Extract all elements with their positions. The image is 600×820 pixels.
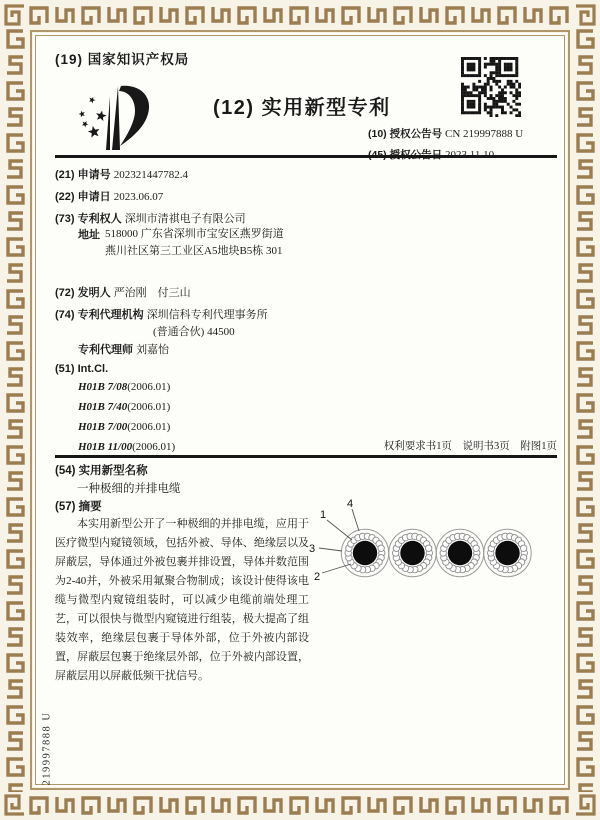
publication-number-value: CN 219997888 U	[445, 128, 524, 140]
leader-line-3	[319, 548, 342, 551]
inventors-row	[55, 284, 191, 300]
int-cl-label: (51) Int.Cl.	[55, 363, 109, 375]
application-number-value: 202321447782.4	[113, 169, 188, 181]
publication-number-row	[368, 124, 523, 145]
leader-line-4	[352, 509, 359, 531]
document-type-title: (12) 实用新型专利	[213, 97, 391, 119]
patentee-label: (73) 专利权人	[55, 213, 122, 225]
cnipa-logo-icon	[72, 84, 158, 156]
inventors-label: (72) 发明人	[55, 287, 111, 299]
int-cl-item: H01B 11/00(2006.01)	[78, 441, 176, 453]
agent-row	[78, 341, 169, 357]
publication-number-label: (10) 授权公告号	[368, 128, 443, 140]
agency-row	[55, 306, 268, 322]
patentee-value: 深圳市清祺电子有限公司	[124, 213, 246, 225]
application-date-label: (22) 申请日	[55, 191, 111, 203]
int-cl-item: H01B 7/40(2006.01)	[78, 401, 171, 413]
agent-name: 刘嘉怡	[136, 344, 170, 356]
agency-extra: (普通合伙) 44500	[153, 326, 235, 338]
inventors-value: 严治刚 付三山	[113, 287, 191, 299]
leader-line-1	[327, 520, 352, 540]
utility-model-title: 一种极细的并排电缆	[77, 483, 181, 495]
address-label: 地址	[78, 229, 100, 241]
abstract-label: (57) 摘要	[55, 501, 102, 513]
cable-cross-section-figure	[302, 487, 572, 613]
vertical-doc-number: 219997888 U	[41, 711, 53, 786]
application-date-row	[55, 188, 163, 204]
logo-stars-icon	[79, 97, 107, 138]
agency-name: 深圳信科专利代理事务所	[146, 309, 268, 321]
agency-label: (74) 专利代理机构	[55, 309, 144, 321]
pages-summary: 权利要求书1页 说明书3页 附图1页	[383, 441, 557, 452]
figure-label-3: 3	[309, 543, 316, 555]
figure-label-1: 1	[320, 509, 327, 521]
int-cl-item: H01B 7/00(2006.01)	[78, 421, 171, 433]
agent-label: 专利代理师	[78, 344, 133, 356]
abstract-text: 本实用新型公开了一种极细的并排电缆，应用于医疗微型内窥镜领域，包括外被、导体、绝缘层以及屏蔽层，导体通过外被包裹并排设置，导体并数范围为2-40并，外被采用氟聚合物制成；该设计使得该电缆与微型内窥镜组装时，可以减少电缆前端处理工艺，可以很快与微型内窥镜进行组装，极大提高了组装效率，绝缘层包裹于导体外部，位于外被内部设置，屏蔽层包裹于绝缘层外部，位于外被内部设置，屏蔽层用以屏蔽低频干扰信号。	[55, 518, 309, 682]
application-number-row	[55, 166, 188, 182]
issuing-office: (19) 国家知识产权局	[55, 52, 190, 67]
divider-rule-middle	[55, 455, 557, 458]
application-date-value: 2023.06.07	[113, 191, 164, 203]
qr-code	[461, 57, 521, 117]
publication-info	[368, 124, 523, 166]
int-cl-item: H01B 7/08(2006.01)	[78, 381, 171, 393]
application-number-label: (21) 申请号	[55, 169, 111, 181]
figure-label-2: 2	[314, 571, 321, 583]
divider-rule-top	[55, 155, 557, 158]
patentee-row	[55, 210, 246, 226]
figure-label-4: 4	[347, 498, 354, 510]
utility-model-name-label: (54) 实用新型名称	[55, 465, 148, 477]
address-value: 518000 广东省深圳市宝安区燕罗街道燕川社区第三工业区A5地块B5栋 301	[105, 228, 284, 257]
